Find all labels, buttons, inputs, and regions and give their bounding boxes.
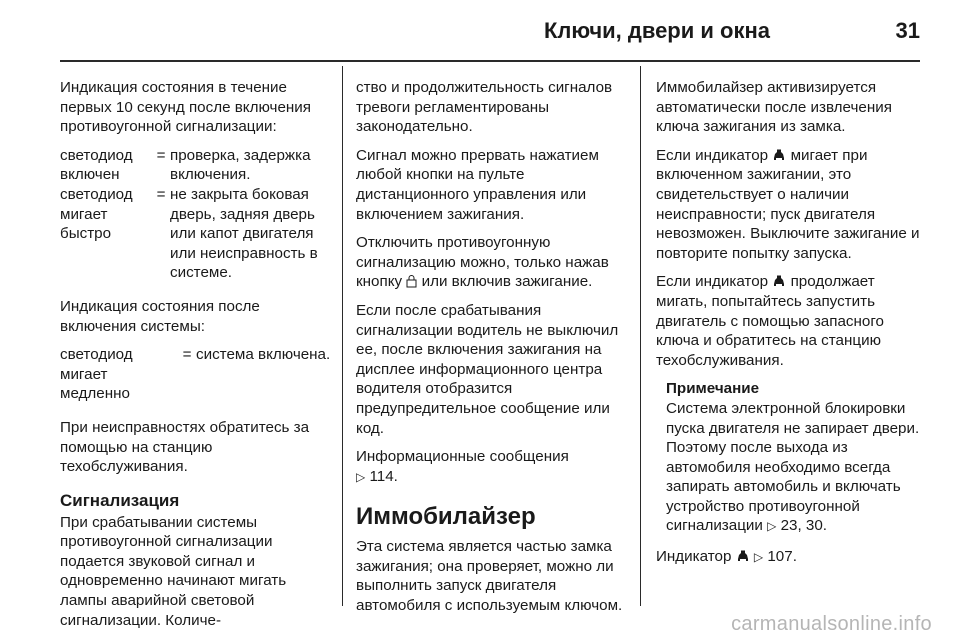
column-divider	[342, 66, 343, 606]
watermark: carmanualsonline.info	[731, 613, 932, 635]
indicator-meaning: проверка, задержка включения.	[170, 146, 311, 184]
column-left	[60, 78, 332, 639]
indicator-ref-paragraph	[656, 547, 924, 568]
indicator-label: Индикатор	[656, 548, 732, 566]
continue-text-end: продолжает мигать, попытайтесь запустить двигатель с помощью запасного ключа и обратитесь на станцию техобслуживания.	[656, 273, 885, 369]
note-text: Система электронной блокировки пуска двигателя не запирает двери. Поэтому после выхода из автомобиля необходимо всегда запирать автомобиль и включать устройство противоугонной сигнализации	[666, 399, 920, 535]
info-messages-text: Информационные сообщения	[356, 448, 569, 466]
car-key-indicator-icon	[736, 550, 750, 562]
padlock-button-icon	[406, 274, 417, 288]
column-right	[656, 78, 924, 577]
alarm-continuation: ство и продолжительность сигналов тревоги регламентированы законодательно.	[356, 79, 613, 136]
indicator-row	[60, 146, 332, 185]
indicator-meaning: система включена.	[196, 346, 331, 364]
equals-sign: =	[156, 146, 166, 164]
indicator-state: светодиод мигает медленно	[60, 346, 133, 403]
blink-text-start: Если индикатор	[656, 146, 769, 164]
page-reference-arrow-icon: ▷	[753, 550, 764, 565]
column-divider	[640, 66, 641, 606]
car-key-indicator-icon	[772, 149, 786, 161]
note-title: Примечание	[666, 380, 760, 398]
malfunction-paragraph: При неисправностях обратитесь за помощью на станцию техобслуживания.	[60, 418, 310, 476]
indicator-state: светодиод включен	[60, 146, 133, 184]
alarm-heading: Сигнализация	[60, 490, 180, 510]
indicator-table-after	[60, 345, 332, 404]
interrupt-paragraph: Сигнал можно прервать нажатием любой кнопки на пульте дистанционного управления или включением зажигания.	[356, 146, 599, 223]
indicator-table-first	[60, 146, 332, 283]
blink-text-end: мигает при включенном зажигании, это свидетельствует о наличии неисправности; пуск двигателя невозможен. Выключите зажигание и повторите попытку запуска.	[656, 146, 920, 262]
equals-sign: =	[182, 346, 192, 364]
intro-after-activation: Индикация состояния после включения системы:	[60, 297, 260, 335]
disable-text-end: или включив зажигание.	[421, 273, 593, 291]
disable-paragraph	[356, 233, 628, 292]
indicator-row	[60, 185, 332, 283]
header-divider	[60, 60, 920, 62]
intro-first-10s: Индикация состояния в течение первых 10 секунд после включения противоугонной сигнализации:	[60, 79, 311, 136]
continue-blink-paragraph	[656, 272, 924, 370]
indicator-state: светодиод мигает быстро	[60, 185, 133, 243]
page-header-title: Ключи, двери и окна	[544, 18, 770, 43]
indicator-meaning: не закрыта боковая дверь, задняя дверь или капот двигателя или неисправность в системе.	[170, 185, 318, 282]
driver-warning-paragraph: Если после срабатывания сигнализации водитель не выключил ее, после включения зажигания на дисплее информационного центра водителя отобразится предупредительное сообщение или код.	[356, 301, 619, 437]
info-messages-ref	[356, 447, 628, 487]
immobilizer-paragraph: Эта система является частью замка зажигания; она проверяет, можно ли выполнить запуск двигателя автомобиля с используемым ключом.	[356, 538, 623, 615]
column-middle	[356, 78, 628, 625]
immobilizer-heading: Иммобилайзер	[356, 503, 536, 531]
auto-activation-paragraph: Иммобилайзер активизируется автоматически после извлечения ключа зажигания из замка.	[656, 79, 892, 136]
indicator-row	[60, 345, 332, 404]
disable-text-start: Отключить противоугонную сигнализацию можно, только нажав кнопку	[356, 234, 609, 291]
alarm-paragraph: При срабатывании системы противоугонной сигнализации подается звуковой сигнал и одновременно начинают мигать лампы аварийной световой сигнализации. Количе-	[60, 513, 287, 629]
indicator-page: 107.	[767, 548, 797, 566]
info-messages-page: 114.	[369, 467, 398, 485]
blink-paragraph	[656, 146, 924, 264]
page-reference-arrow-icon: ▷	[767, 519, 777, 534]
equals-sign: =	[156, 185, 166, 203]
note-block	[656, 379, 924, 537]
continue-text-start: Если индикатор	[656, 273, 769, 291]
note-refs: 23, 30.	[780, 517, 828, 535]
page-number: 31	[895, 18, 920, 43]
page-reference-arrow-icon: ▷	[356, 469, 366, 484]
car-key-indicator-icon	[772, 275, 786, 287]
